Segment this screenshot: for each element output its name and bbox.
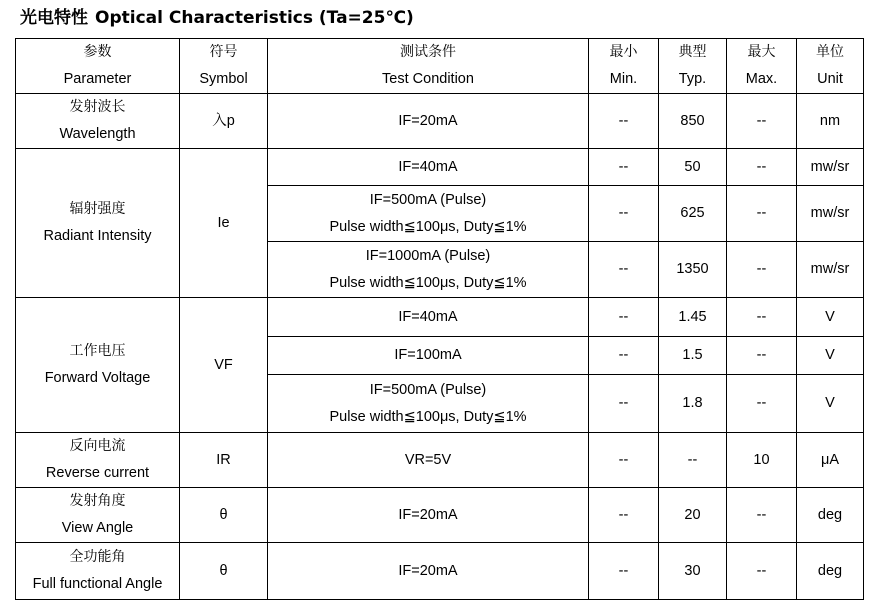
typ-cell: 30 — [659, 543, 727, 600]
max-cell: -- — [727, 375, 797, 433]
optical-characteristics-table — [15, 38, 864, 600]
max-cell: -- — [727, 149, 797, 186]
typ-cell: 850 — [659, 94, 727, 149]
unit-cell: V — [797, 375, 864, 433]
header-min: 最小 Min. — [589, 39, 659, 94]
header-unit: 单位 Unit — [797, 39, 864, 94]
condition-cell: IF=1000mA (Pulse) Pulse width≦100μs, Duty≦1% — [268, 242, 589, 298]
symbol-cell: 入p — [180, 94, 268, 149]
typ-cell: 1.45 — [659, 298, 727, 337]
unit-cell: mw/sr — [797, 186, 864, 242]
symbol-cell: VF — [180, 298, 268, 433]
symbol-cell: Ie — [180, 149, 268, 298]
table-row — [16, 543, 864, 600]
max-cell: 10 — [727, 433, 797, 488]
typ-cell: 625 — [659, 186, 727, 242]
unit-cell: mw/sr — [797, 149, 864, 186]
condition-cell: IF=40mA — [268, 149, 589, 186]
typ-cell: 50 — [659, 149, 727, 186]
header-max: 最大 Max. — [727, 39, 797, 94]
max-cell: -- — [727, 298, 797, 337]
unit-cell: V — [797, 298, 864, 337]
min-cell: -- — [589, 337, 659, 375]
min-cell: -- — [589, 433, 659, 488]
title-en: Optical Characteristics (Ta=25℃) — [95, 8, 414, 28]
param-cell: 辐射强度 Radiant Intensity — [16, 149, 180, 298]
header-typ: 典型 Typ. — [659, 39, 727, 94]
symbol-cell: IR — [180, 433, 268, 488]
condition-cell: IF=20mA — [268, 94, 589, 149]
typ-cell: 1350 — [659, 242, 727, 298]
table-row — [16, 433, 864, 488]
param-cell: 工作电压 Forward Voltage — [16, 298, 180, 433]
unit-cell: mw/sr — [797, 242, 864, 298]
table-row — [16, 298, 864, 337]
min-cell: -- — [589, 488, 659, 543]
symbol-cell: θ — [180, 488, 268, 543]
param-cell: 发射波长 Wavelength — [16, 94, 180, 149]
max-cell: -- — [727, 488, 797, 543]
condition-cell: IF=20mA — [268, 488, 589, 543]
condition-cell: IF=100mA — [268, 337, 589, 375]
max-cell: -- — [727, 242, 797, 298]
unit-cell: nm — [797, 94, 864, 149]
header-parameter: 参数 Parameter — [16, 39, 180, 94]
table-row — [16, 488, 864, 543]
typ-cell: 1.5 — [659, 337, 727, 375]
condition-cell: IF=40mA — [268, 298, 589, 337]
min-cell: -- — [589, 375, 659, 433]
table-header-row — [16, 39, 864, 94]
table-row — [16, 94, 864, 149]
min-cell: -- — [589, 298, 659, 337]
min-cell: -- — [589, 94, 659, 149]
unit-cell: deg — [797, 488, 864, 543]
max-cell: -- — [727, 94, 797, 149]
table-row — [16, 149, 864, 186]
max-cell: -- — [727, 543, 797, 600]
title-zh: 光电特性 — [20, 8, 88, 28]
param-cell: 全功能角 Full functional Angle — [16, 543, 180, 600]
min-cell: -- — [589, 186, 659, 242]
min-cell: -- — [589, 242, 659, 298]
typ-cell: -- — [659, 433, 727, 488]
max-cell: -- — [727, 186, 797, 242]
unit-cell: μA — [797, 433, 864, 488]
condition-cell: IF=500mA (Pulse) Pulse width≦100μs, Duty≦1% — [268, 375, 589, 433]
symbol-cell: θ — [180, 543, 268, 600]
unit-cell: deg — [797, 543, 864, 600]
param-cell: 发射角度 View Angle — [16, 488, 180, 543]
typ-cell: 1.8 — [659, 375, 727, 433]
header-symbol: 符号 Symbol — [180, 39, 268, 94]
param-cell: 反向电流 Reverse current — [16, 433, 180, 488]
header-test-condition: 测试条件 Test Condition — [268, 39, 589, 94]
min-cell: -- — [589, 149, 659, 186]
condition-cell: IF=20mA — [268, 543, 589, 600]
unit-cell: V — [797, 337, 864, 375]
condition-cell: VR=5V — [268, 433, 589, 488]
condition-cell: IF=500mA (Pulse) Pulse width≦100μs, Duty≦1% — [268, 186, 589, 242]
min-cell: -- — [589, 543, 659, 600]
typ-cell: 20 — [659, 488, 727, 543]
max-cell: -- — [727, 337, 797, 375]
page-title — [20, 3, 414, 28]
